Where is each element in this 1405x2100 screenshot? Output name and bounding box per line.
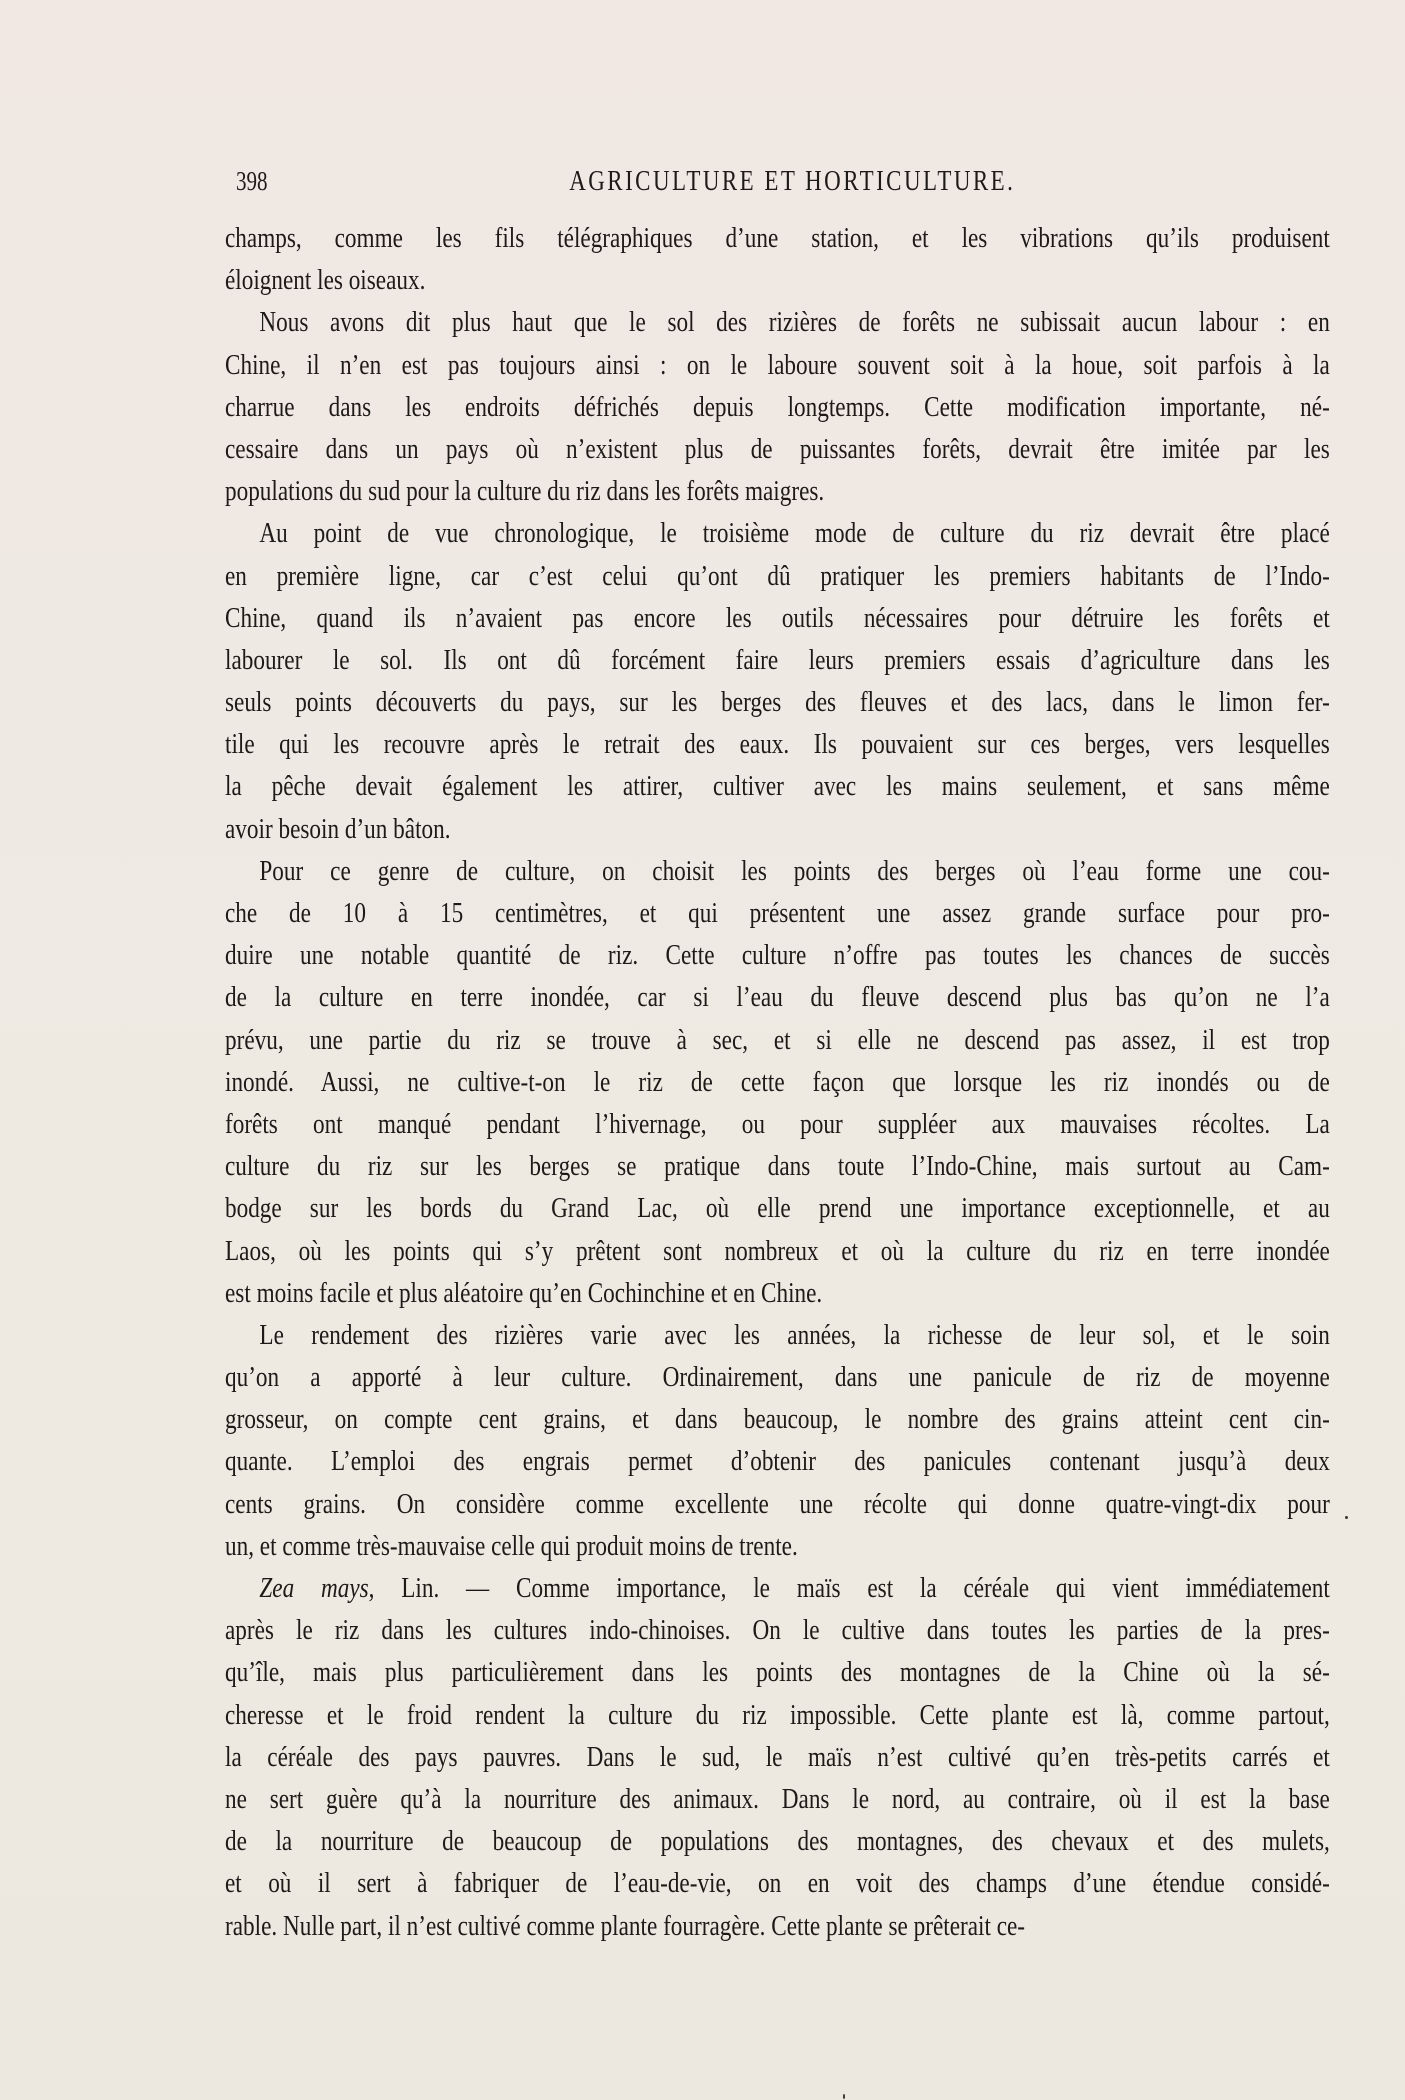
- page-header: [232, 166, 1328, 206]
- text-line: de la nourriture de beaucoup de populations des montagnes, des chevaux et des mulets,: [225, 1825, 1330, 1858]
- paper-speck: [1345, 1516, 1348, 1519]
- text-line: qu’on a apporté à leur culture. Ordinairement, dans une panicule de riz de moyenne: [225, 1361, 1330, 1394]
- text-line: seuls points découverts du pays, sur les berges des fleuves et des lacs, dans le limon fer-: [225, 686, 1330, 719]
- text-line: la pêche devait également les attirer, cultiver avec les mains seulement, et sans même: [225, 770, 1330, 803]
- text-line: populations du sud pour la culture du riz dans les forêts maigres.: [225, 475, 825, 508]
- paragraph: [225, 1567, 1330, 1947]
- text-line: éloignent les oiseaux.: [225, 264, 426, 297]
- text-line: ne sert guère qu’à la nourriture des animaux. Dans le nord, au contraire, où il est la base: [225, 1782, 1330, 1815]
- text-line: cheresse et le froid rendent la culture du riz impossible. Cette plante est là, comme partout,: [225, 1698, 1330, 1731]
- paragraph: [225, 217, 1330, 301]
- text-line: Pour ce genre de culture, on choisit les points des berges où l’eau forme une cou-: [259, 854, 1330, 887]
- species-name: Zea mays: [259, 1572, 369, 1604]
- text-line: inondé. Aussi, ne cultive-t-on le riz de cette façon que lorsque les riz inondés ou de: [225, 1065, 1330, 1098]
- text-line: quante. L’emploi des engrais permet d’obtenir des panicules contenant jusqu’à deux: [225, 1445, 1330, 1478]
- text-line: champs, comme les fils télégraphiques d’une station, et les vibrations qu’ils produisent: [225, 222, 1330, 254]
- text-line: en première ligne, car c’est celui qu’ont dû pratiquer les premiers habitants de l’Indo-: [225, 559, 1330, 592]
- text-line: Au point de vue chronologique, le troisième mode de culture du riz devrait être placé: [259, 517, 1330, 550]
- text-line: charrue dans les endroits défrichés depuis longtemps. Cette modification importante, né-: [225, 390, 1330, 423]
- text-line: tile qui les recouvre après le retrait des eaux. Ils pouvaient sur ces berges, vers lesquelles: [225, 728, 1330, 761]
- text-line: bodge sur les bords du Grand Lac, où elle prend une importance exceptionnelle, et au: [225, 1192, 1330, 1225]
- page-number: 398: [236, 166, 268, 196]
- body-text: [225, 217, 1330, 1947]
- text-line: grosseur, on compte cent grains, et dans beaucoup, le nombre des grains atteint cent cin-: [225, 1403, 1330, 1436]
- paragraph: [225, 301, 1330, 512]
- text-line: Le rendement des rizières varie avec les années, la richesse de leur sol, et le soin: [259, 1318, 1330, 1351]
- paragraph: [225, 1314, 1330, 1567]
- paragraph: [225, 512, 1330, 850]
- text-line: che de 10 à 15 centimètres, et qui présentent une assez grande surface pour pro-: [225, 897, 1330, 929]
- text-line: avoir besoin d’un bâton.: [225, 812, 451, 845]
- paper-speck: [843, 2094, 845, 2099]
- text-line: culture du riz sur les berges se pratique dans toute l’Indo-Chine, mais surtout au Cam-: [225, 1150, 1330, 1183]
- text-line: Laos, où les points qui s’y prêtent sont nombreux et où la culture du riz en terre inondée: [225, 1234, 1330, 1267]
- text-line: Zea mays, Lin. — Comme importance, le maïs est la céréale qui vient immédiatement: [259, 1572, 1330, 1604]
- text-line: Chine, il n’en est pas toujours ainsi : on le laboure souvent soit à la houe, soit parfois à la: [225, 348, 1330, 381]
- text-line: cessaire dans un pays où n’existent plus de puissantes forêts, devrait être imitée par les: [225, 432, 1330, 465]
- text-line: forêts ont manqué pendant l’hivernage, ou pour suppléer aux mauvaises récoltes. La: [225, 1107, 1330, 1140]
- running-title: AGRICULTURE ET HORTICULTURE.: [569, 166, 1016, 197]
- paragraph: [225, 850, 1330, 1314]
- text-line: et où il sert à fabriquer de l’eau-de-vie, on en voit des champs d’une étendue considé-: [225, 1867, 1330, 1900]
- text-line: Nous avons dit plus haut que le sol des rizières de forêts ne subissait aucun labour : en: [259, 306, 1330, 339]
- text-line: est moins facile et plus aléatoire qu’en Cochinchine et en Chine.: [225, 1276, 823, 1309]
- text-line: Chine, quand ils n’avaient pas encore les outils nécessaires pour détruire les forêts et: [225, 601, 1330, 634]
- text-line: duire une notable quantité de riz. Cette culture n’offre pas toutes les chances de succès: [225, 939, 1330, 972]
- text-line: labourer le sol. Ils ont dû forcément faire leurs premiers essais d’agriculture dans les: [225, 643, 1330, 676]
- text-line: un, et comme très-mauvaise celle qui produit moins de trente.: [225, 1529, 798, 1562]
- text-line: de la culture en terre inondée, car si l’eau du fleuve descend plus bas qu’on ne l’a: [225, 981, 1330, 1014]
- text-line: prévu, une partie du riz se trouve à sec, et si elle ne descend pas assez, il est trop: [225, 1023, 1330, 1056]
- text-line: cents grains. On considère comme excellente une récolte qui donne quatre-vingt-dix pour: [225, 1487, 1330, 1520]
- text-line: après le riz dans les cultures indo-chinoises. On le cultive dans toutes les parties de la pres-: [225, 1614, 1330, 1647]
- text-line: qu’île, mais plus particulièrement dans les points des montagnes de la Chine où la sé-: [225, 1656, 1330, 1689]
- text-line: la céréale des pays pauvres. Dans le sud, le maïs n’est cultivé qu’en très-petits carrés et: [225, 1740, 1330, 1773]
- text-line: rable. Nulle part, il n’est cultivé comme plante fourragère. Cette plante se prêterait ce-: [225, 1909, 1026, 1942]
